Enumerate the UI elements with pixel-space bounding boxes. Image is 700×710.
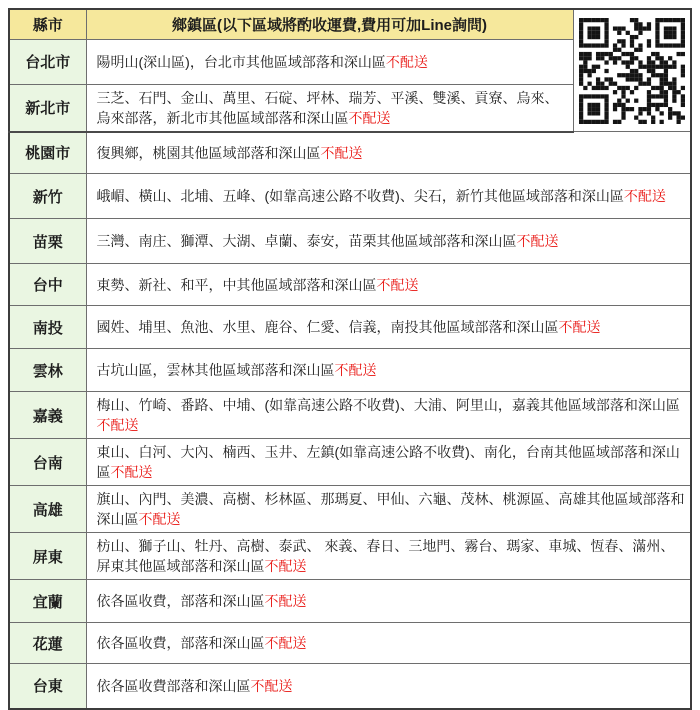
county-cell: 新竹 xyxy=(9,174,86,219)
no-delivery-text: 不配送 xyxy=(264,635,307,651)
areas-cell xyxy=(86,39,573,84)
table-row xyxy=(9,392,691,439)
areas-cell xyxy=(86,580,691,623)
table-row xyxy=(9,174,691,219)
county-cell: 台中 xyxy=(9,264,86,306)
no-delivery-text: 不配送 xyxy=(250,677,293,694)
no-delivery-text: 不配送 xyxy=(96,417,139,433)
areas-cell xyxy=(86,439,691,486)
delivery-fee-table xyxy=(8,8,692,710)
areas-text: 依各區收費部落和深山區 xyxy=(96,677,251,694)
no-delivery-text: 不配送 xyxy=(138,511,181,527)
areas-cell xyxy=(86,664,691,709)
areas-cell xyxy=(86,392,691,439)
table-row xyxy=(9,533,691,580)
areas-text: 梅山、竹崎、番路、中埔、(如靠高速公路不收費)、大浦、阿里山，嘉義其他區域部落和深山區 xyxy=(96,397,680,413)
no-delivery-text: 不配送 xyxy=(264,593,307,609)
areas-cell xyxy=(86,486,691,533)
table-row xyxy=(9,623,691,664)
areas-cell xyxy=(86,623,691,664)
table-row xyxy=(9,349,691,392)
areas-text: 東山、白河、大內、楠西、玉井、左鎮(如靠高速公路不收費)、南化，台南其他區域部落和深山區 xyxy=(96,444,680,480)
areas-cell xyxy=(86,132,691,174)
table-row xyxy=(9,439,691,486)
table-row xyxy=(9,264,691,306)
areas-text: 復興鄉，桃園其他區域部落和深山區 xyxy=(96,144,321,161)
county-cell: 桃園市 xyxy=(9,132,86,174)
table-row xyxy=(9,580,691,623)
county-cell: 新北市 xyxy=(9,84,86,132)
table-row xyxy=(9,306,691,349)
no-delivery-text: 不配送 xyxy=(348,109,391,126)
areas-cell xyxy=(86,349,691,392)
county-cell: 嘉義 xyxy=(9,392,86,439)
no-delivery-text: 不配送 xyxy=(376,276,419,293)
areas-text: 峨嵋、橫山、北埔、五峰、(如靠高速公路不收費)、尖石，新竹其他區域部落和深山區 xyxy=(96,188,624,204)
qr-cell xyxy=(573,9,691,132)
county-cell: 苗栗 xyxy=(9,219,86,264)
table-row xyxy=(9,219,691,264)
no-delivery-text: 不配送 xyxy=(320,144,363,161)
no-delivery-text: 不配送 xyxy=(516,233,559,249)
areas-cell xyxy=(86,174,691,219)
county-cell: 台東 xyxy=(9,664,86,709)
areas-text: 三芝、石門、金山、萬里、石碇、坪林、瑞芳、平溪、雙溪、貢寮、烏來、烏來部落，新北市其他區域部落和深山區 xyxy=(96,89,559,126)
table-row xyxy=(9,486,691,533)
areas-text: 旗山、內門、美濃、高樹、杉林區、那瑪夏、甲仙、六龜、茂林、桃源區、高雄其他區域部落和深山區 xyxy=(96,491,685,527)
county-cell: 台北市 xyxy=(9,39,86,84)
areas-cell xyxy=(86,219,691,264)
areas-text: 陽明山(深山區)，台北市其他區域部落和深山區 xyxy=(96,53,386,70)
no-delivery-text: 不配送 xyxy=(558,319,601,335)
areas-cell xyxy=(86,264,691,306)
table-row xyxy=(9,664,691,709)
county-cell: 屏東 xyxy=(9,533,86,580)
areas-text: 東勢、新社、和平，中其他區域部落和深山區 xyxy=(96,276,377,293)
areas-text: 枋山、獅子山、牡丹、高樹、泰武、 來義、春日、三地門、霧台、瑪家、車城、恆春、滿州、屏東其他區域部落和深山區 xyxy=(96,538,675,574)
no-delivery-text: 不配送 xyxy=(264,558,307,574)
areas-text: 依各區收費，部落和深山區 xyxy=(96,593,265,609)
qr-code-icon xyxy=(579,18,685,124)
county-cell: 雲林 xyxy=(9,349,86,392)
county-cell: 南投 xyxy=(9,306,86,349)
areas-text: 古坑山區，雲林其他區域部落和深山區 xyxy=(96,362,335,378)
header-districts: 鄉鎮區(以下區域將酌收運費,費用可加Line詢問) xyxy=(86,9,573,39)
county-cell: 宜蘭 xyxy=(9,580,86,623)
table-row xyxy=(9,132,691,174)
areas-text: 三灣、南庄、獅潭、大湖、卓蘭、泰安，苗栗其他區域部落和深山區 xyxy=(96,233,517,249)
county-cell: 台南 xyxy=(9,439,86,486)
areas-text: 國姓、埔里、魚池、水里、鹿谷、仁愛、信義，南投其他區域部落和深山區 xyxy=(96,319,559,335)
header-county: 縣市 xyxy=(9,9,86,39)
areas-cell xyxy=(86,533,691,580)
areas-text: 依各區收費，部落和深山區 xyxy=(96,635,265,651)
areas-cell xyxy=(86,84,573,132)
no-delivery-text: 不配送 xyxy=(623,188,666,204)
no-delivery-text: 不配送 xyxy=(385,53,428,70)
county-cell: 高雄 xyxy=(9,486,86,533)
no-delivery-text: 不配送 xyxy=(110,464,153,480)
county-cell: 花蓮 xyxy=(9,623,86,664)
table-header-row xyxy=(9,9,691,39)
areas-cell xyxy=(86,306,691,349)
no-delivery-text: 不配送 xyxy=(334,362,377,378)
